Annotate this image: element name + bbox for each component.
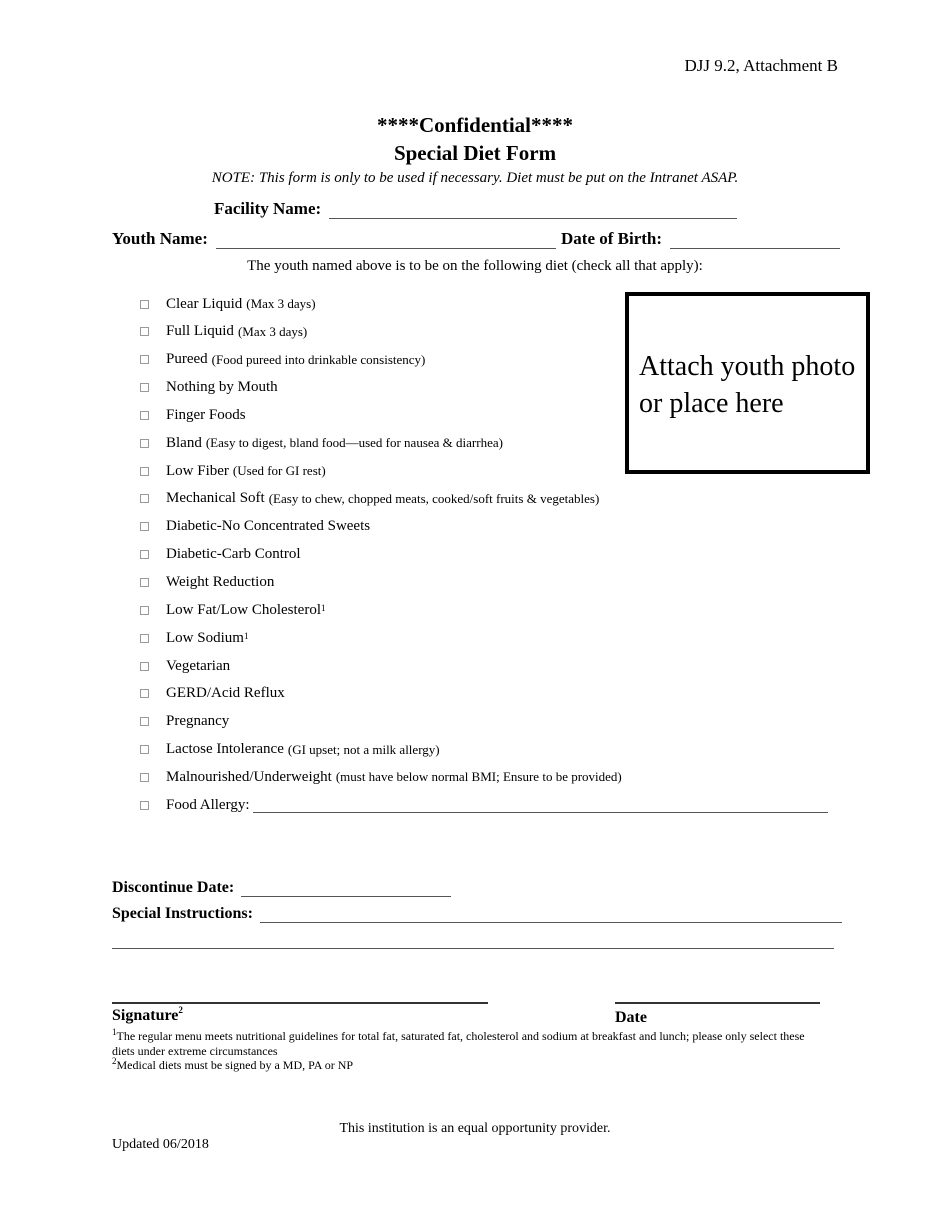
- dob-label: Date of Birth:: [561, 229, 663, 248]
- diet-option[interactable]: [140, 431, 503, 455]
- checkbox[interactable]: [140, 717, 149, 726]
- diet-option-label: Weight Reduction: [166, 574, 275, 590]
- checkbox[interactable]: [140, 439, 149, 448]
- diet-option-label: Finger Foods: [166, 406, 246, 423]
- special-instructions-line-2[interactable]: [112, 932, 834, 949]
- checkbox[interactable]: [140, 689, 149, 698]
- diet-option-detail: (GI upset; not a milk allergy): [287, 741, 440, 757]
- diet-option[interactable]: [140, 710, 229, 734]
- diet-option[interactable]: [140, 682, 285, 706]
- equal-opportunity-statement: This institution is an equal opportunity provider.: [339, 1121, 611, 1136]
- diet-option[interactable]: [140, 292, 316, 316]
- diet-option-label: GERD/Acid Reflux: [166, 685, 285, 702]
- footnote-1-continued: diets under extreme circumstances: [112, 1044, 278, 1058]
- diet-option[interactable]: [140, 376, 278, 400]
- checkbox[interactable]: [140, 606, 149, 615]
- diet-option-label: Nothing by Mouth: [166, 379, 278, 396]
- diet-option-detail: (Food pureed into drinkable consistency): [211, 351, 426, 367]
- diet-option[interactable]: [140, 571, 274, 595]
- diet-option-label: Low Fat/Low Cholesterol: [166, 601, 321, 618]
- youth-name-field[interactable]: [216, 231, 556, 249]
- youth-name-row: [112, 229, 556, 249]
- diet-option-label: Bland: [166, 434, 202, 451]
- checkbox[interactable]: [140, 773, 149, 782]
- diet-option-label: Diabetic-No Concentrated Sweets: [166, 518, 371, 535]
- signature-line[interactable]: [112, 986, 488, 1004]
- dob-field[interactable]: [670, 231, 840, 249]
- diet-option[interactable]: [140, 738, 440, 762]
- diet-option-label: Lactose Intolerance: [166, 741, 284, 758]
- checkbox[interactable]: [140, 355, 149, 364]
- facility-name-row: [214, 199, 737, 219]
- youth-name-label: Youth Name:: [112, 229, 208, 248]
- signature-label: [112, 1007, 183, 1025]
- date-line[interactable]: [615, 986, 820, 1004]
- diet-option[interactable]: [140, 515, 370, 539]
- diet-option[interactable]: [140, 793, 828, 817]
- diet-option-label: Diabetic-Carb Control: [166, 546, 301, 563]
- diet-option-detail: (must have below normal BMI; Ensure to be provided): [335, 769, 622, 785]
- diet-option[interactable]: [140, 487, 599, 511]
- footnote-ref: 1: [320, 603, 326, 614]
- signature-label-text: Signature: [112, 1007, 179, 1024]
- dob-row: [561, 229, 840, 249]
- diet-option-label: Pureed: [166, 351, 208, 368]
- checkbox[interactable]: [140, 662, 149, 671]
- facility-name-label: Facility Name:: [214, 199, 322, 218]
- checkbox[interactable]: [140, 494, 149, 503]
- diet-option[interactable]: [140, 654, 230, 678]
- photo-box[interactable]: [625, 292, 870, 474]
- footnote-2-marker: 2: [112, 1056, 117, 1066]
- checkbox[interactable]: [140, 522, 149, 531]
- discontinue-row: [112, 879, 451, 897]
- page-title: Special Diet Form: [393, 141, 557, 165]
- discontinue-date-field[interactable]: [241, 880, 451, 897]
- diet-option[interactable]: [140, 626, 248, 650]
- footnote-1-text: The regular menu meets nutritional guidelines for total fat, saturated fat, cholesterol and sodium at breakfast and lunch; please only select these: [116, 1029, 805, 1043]
- checkbox[interactable]: [140, 411, 149, 420]
- diet-option-label: Vegetarian: [166, 657, 231, 674]
- discontinue-label: Discontinue Date:: [112, 879, 235, 896]
- footnote-1-marker: 1: [112, 1027, 117, 1037]
- updated-date: Updated 06/2018: [112, 1137, 209, 1152]
- special-instructions-label: Special Instructions:: [112, 905, 253, 922]
- checkbox[interactable]: [140, 300, 149, 309]
- food-allergy-field[interactable]: [253, 798, 828, 813]
- confidential-heading: ****Confidential****: [376, 113, 573, 137]
- diet-option[interactable]: [140, 459, 326, 483]
- diet-option-label: Full Liquid: [166, 323, 234, 340]
- diet-option-label: Food Allergy:: [166, 796, 250, 813]
- checkbox[interactable]: [140, 801, 149, 810]
- diet-option-detail: (Easy to chew, chopped meats, cooked/soft fruits & vegetables): [268, 490, 600, 506]
- diet-option-detail: (Max 3 days): [246, 296, 316, 311]
- diet-option-label: Clear Liquid: [166, 295, 243, 312]
- footnote-1: [112, 1029, 805, 1044]
- diet-option-label: Low Sodium: [166, 629, 244, 646]
- checkbox[interactable]: [140, 467, 149, 476]
- photo-box-text: Attach youth photo or place here: [639, 351, 856, 419]
- checkbox[interactable]: [140, 550, 149, 559]
- diet-option-label: Pregnancy: [166, 713, 230, 730]
- diet-option-label: Malnourished/Underweight: [166, 768, 332, 785]
- special-instructions-row: [112, 905, 842, 923]
- signature-footnote-ref: 2: [178, 1005, 183, 1015]
- diet-option[interactable]: [140, 320, 307, 344]
- date-label: Date: [615, 1009, 647, 1026]
- footnote-2-text: Medical diets must be signed by a MD, PA or NP: [116, 1058, 354, 1072]
- diet-option[interactable]: [140, 403, 246, 427]
- diet-option-detail: (Used for GI rest): [232, 463, 326, 479]
- checkbox[interactable]: [140, 634, 149, 643]
- diet-option[interactable]: [140, 543, 301, 567]
- diet-option[interactable]: [140, 765, 622, 789]
- diet-instruction: The youth named above is to be on the following diet (check all that apply):: [247, 258, 703, 274]
- special-instructions-field[interactable]: [260, 906, 842, 923]
- form-reference: DJJ 9.2, Attachment B: [684, 56, 838, 75]
- diet-option[interactable]: [140, 348, 425, 372]
- checkbox[interactable]: [140, 745, 149, 754]
- diet-option-label: Low Fiber: [166, 462, 229, 479]
- checkbox[interactable]: [140, 383, 149, 392]
- footnote-ref: 1: [243, 631, 249, 642]
- checkbox[interactable]: [140, 578, 149, 587]
- checkbox[interactable]: [140, 327, 149, 336]
- footnote-2: [112, 1058, 353, 1073]
- diet-option-detail: (Max 3 days): [237, 323, 308, 339]
- diet-option[interactable]: [140, 598, 325, 622]
- diet-option-label: Mechanical Soft: [166, 490, 265, 507]
- form-note: NOTE: This form is only to be used if necessary. Diet must be put on the Intranet ASAP.: [211, 170, 739, 186]
- facility-name-field[interactable]: [329, 201, 737, 219]
- diet-option-detail: (Easy to digest, bland food—used for nausea & diarrhea): [205, 435, 503, 451]
